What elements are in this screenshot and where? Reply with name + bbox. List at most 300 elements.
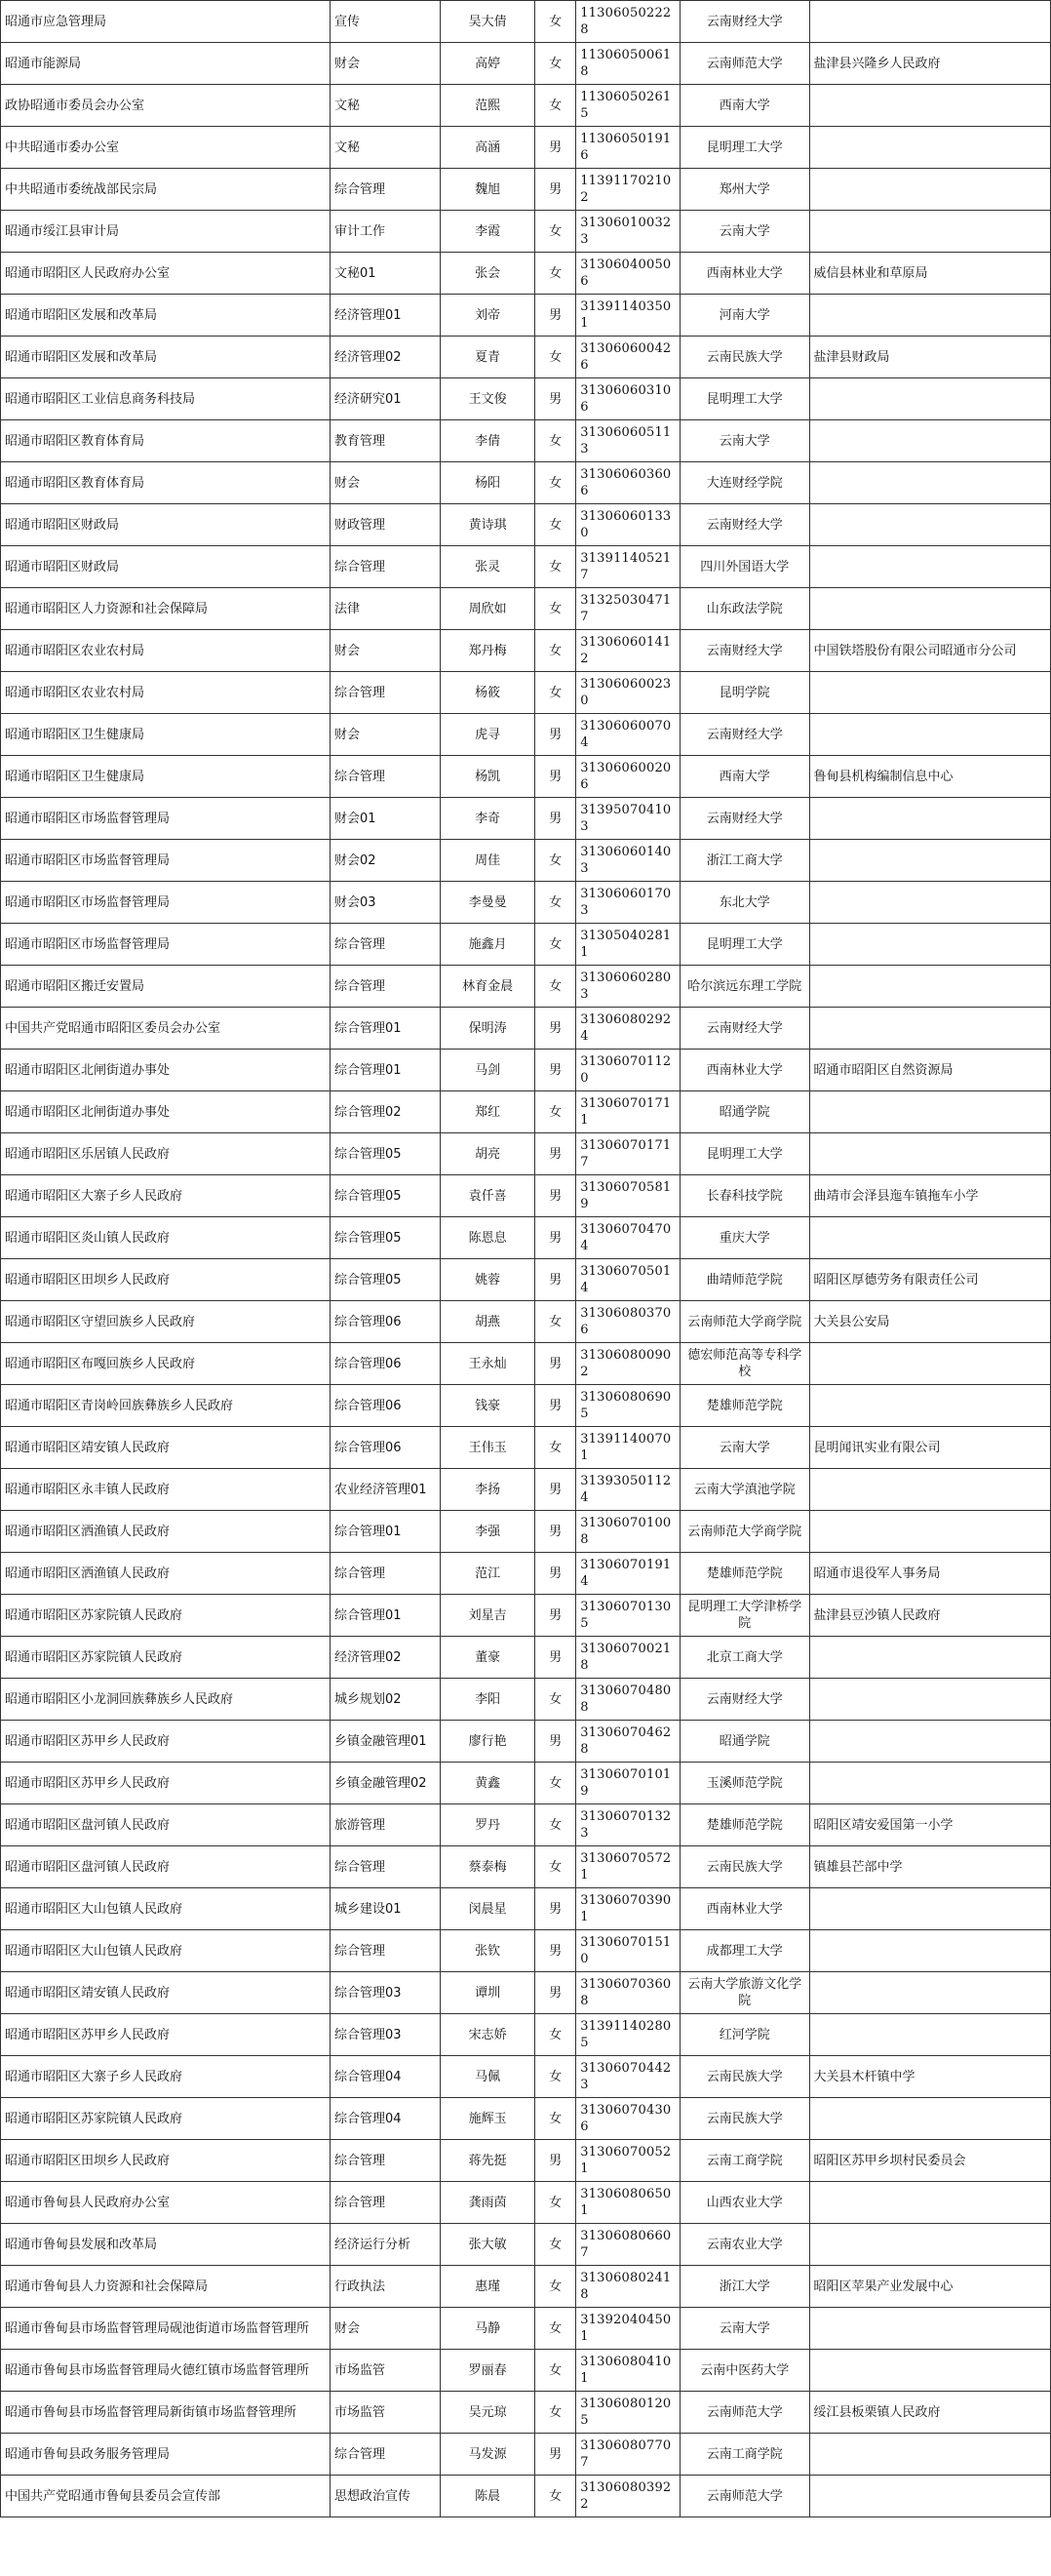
- unit-cell: 昭通市昭阳区青岗岭回族彝族乡人民政府: [1, 1385, 331, 1427]
- gender-cell: 男: [535, 1930, 576, 1972]
- table-row: [1, 1133, 1051, 1175]
- gender-cell: 女: [535, 1763, 576, 1804]
- position-cell: 综合管理01: [330, 1511, 440, 1553]
- exam-id-cell: 113060501916: [576, 127, 681, 169]
- exam-id-cell: 313060705721: [576, 1846, 681, 1888]
- gender-cell: 女: [535, 1846, 576, 1888]
- unit-cell: 昭通市昭阳区守望回族乡人民政府: [1, 1301, 331, 1343]
- table-row: [1, 1930, 1051, 1972]
- name-cell: 郑红: [441, 1091, 535, 1133]
- school-cell: 西南大学: [680, 85, 809, 127]
- position-cell: 综合管理06: [330, 1385, 440, 1427]
- exam-id-cell: 313060603606: [576, 462, 681, 504]
- school-cell: 重庆大学: [680, 1217, 809, 1259]
- position-cell: 经济管理01: [330, 295, 440, 337]
- exam-id-cell: 313920404501: [576, 2308, 681, 2350]
- table-row: [1, 1, 1051, 43]
- table-row: [1, 420, 1051, 462]
- school-cell: 云南财经大学: [680, 1, 809, 43]
- name-cell: 马发源: [441, 2434, 535, 2476]
- exam-id-cell: 313911400701: [576, 1427, 681, 1469]
- school-cell: 云南财经大学: [680, 630, 809, 672]
- unit-cell: 昭通市昭阳区靖安镇人民政府: [1, 1427, 331, 1469]
- position-cell: 综合管理: [330, 1553, 440, 1595]
- name-cell: 张灵: [441, 546, 535, 588]
- gender-cell: 女: [535, 504, 576, 546]
- exam-id-cell: 313060800902: [576, 1343, 681, 1385]
- school-cell: 昆明学院: [680, 672, 809, 714]
- exam-id-cell: 113911702102: [576, 169, 681, 211]
- unit-cell: 昭通市昭阳区洒渔镇人民政府: [1, 1553, 331, 1595]
- position-cell: 财会: [330, 714, 440, 756]
- position-cell: 综合管理03: [330, 2014, 440, 2056]
- table-row: [1, 1427, 1051, 1469]
- exam-id-cell: 313060700521: [576, 2140, 681, 2182]
- work-unit-cell: [809, 2350, 1050, 2392]
- unit-cell: 昭通市昭阳区田坝乡人民政府: [1, 1259, 331, 1301]
- position-cell: 财会01: [330, 798, 440, 840]
- school-cell: 云南大学: [680, 2308, 809, 2350]
- gender-cell: 女: [535, 2182, 576, 2224]
- gender-cell: 男: [535, 1721, 576, 1763]
- work-unit-cell: [809, 1972, 1050, 2014]
- table-row: [1, 1553, 1051, 1595]
- unit-cell: 昭通市昭阳区北闸街道办事处: [1, 1050, 331, 1091]
- unit-cell: 昭通市昭阳区盘河镇人民政府: [1, 1846, 331, 1888]
- school-cell: 云南民族大学: [680, 337, 809, 378]
- gender-cell: 女: [535, 2308, 576, 2350]
- exam-id-cell: 313060704306: [576, 2098, 681, 2140]
- work-unit-cell: [809, 1679, 1050, 1721]
- table-row: [1, 1637, 1051, 1679]
- work-unit-cell: 盐津县豆沙镇人民政府: [809, 1595, 1050, 1637]
- exam-id-cell: 313060705014: [576, 1259, 681, 1301]
- unit-cell: 昭通市鲁甸县人民政府办公室: [1, 2182, 331, 2224]
- table-row: [1, 1972, 1051, 2014]
- exam-id-cell: 313060804101: [576, 2350, 681, 2392]
- position-cell: 思想政治宣传: [330, 2476, 440, 2517]
- table-row: [1, 2098, 1051, 2140]
- position-cell: 财会: [330, 462, 440, 504]
- name-cell: 杨阳: [441, 462, 535, 504]
- name-cell: 张钦: [441, 1930, 535, 1972]
- work-unit-cell: [809, 882, 1050, 924]
- unit-cell: 昭通市鲁甸县市场监督管理局砚池街道市场监督管理所: [1, 2308, 331, 2350]
- table-row: [1, 2056, 1051, 2098]
- work-unit-cell: 盐津县兴隆乡人民政府: [809, 43, 1050, 85]
- name-cell: 林育金晨: [441, 966, 535, 1008]
- position-cell: 综合管理: [330, 1846, 440, 1888]
- position-cell: 经济管理02: [330, 337, 440, 378]
- school-cell: 云南工商学院: [680, 2140, 809, 2182]
- exam-id-cell: 313060807707: [576, 2434, 681, 2476]
- school-cell: 云南财经大学: [680, 1679, 809, 1721]
- exam-id-cell: 313060605113: [576, 420, 681, 462]
- table-row: [1, 756, 1051, 798]
- school-cell: 昆明理工大学: [680, 924, 809, 966]
- exam-id-cell: 313060701120: [576, 1050, 681, 1091]
- position-cell: 文秘: [330, 127, 440, 169]
- school-cell: 云南大学旅游文化学院: [680, 1972, 809, 2014]
- unit-cell: 昭通市昭阳区发展和改革局: [1, 295, 331, 337]
- exam-id-cell: 313911403501: [576, 295, 681, 337]
- gender-cell: 女: [535, 924, 576, 966]
- gender-cell: 女: [535, 337, 576, 378]
- table-row: [1, 127, 1051, 169]
- name-cell: 陈恩息: [441, 1217, 535, 1259]
- name-cell: 李倩: [441, 420, 535, 462]
- unit-cell: 昭通市鲁甸县市场监督管理局火德红镇市场监督管理所: [1, 2350, 331, 2392]
- position-cell: 综合管理: [330, 2182, 440, 2224]
- name-cell: 王伟玉: [441, 1427, 535, 1469]
- name-cell: 袁仟喜: [441, 1175, 535, 1217]
- unit-cell: 昭通市昭阳区市场监督管理局: [1, 798, 331, 840]
- position-cell: 文秘: [330, 85, 440, 127]
- school-cell: 北京工商大学: [680, 1637, 809, 1679]
- gender-cell: 男: [535, 1637, 576, 1679]
- position-cell: 综合管理: [330, 546, 440, 588]
- unit-cell: 昭通市鲁甸县人力资源和社会保障局: [1, 2266, 331, 2308]
- gender-cell: 男: [535, 714, 576, 756]
- position-cell: 财会: [330, 630, 440, 672]
- exam-id-cell: 313060400506: [576, 253, 681, 295]
- table-row: [1, 2266, 1051, 2308]
- table-row: [1, 2308, 1051, 2350]
- exam-id-cell: 313060701323: [576, 1804, 681, 1846]
- name-cell: 杨筱: [441, 672, 535, 714]
- exam-id-cell: 313950704103: [576, 798, 681, 840]
- school-cell: 山西农业大学: [680, 2182, 809, 2224]
- gender-cell: 女: [535, 840, 576, 882]
- name-cell: 闵晨星: [441, 1888, 535, 1930]
- school-cell: 昭通学院: [680, 1721, 809, 1763]
- school-cell: 东北大学: [680, 882, 809, 924]
- gender-cell: 女: [535, 1, 576, 43]
- unit-cell: 昭通市昭阳区大山包镇人民政府: [1, 1888, 331, 1930]
- name-cell: 施鑫月: [441, 924, 535, 966]
- exam-id-cell: 313060704704: [576, 1217, 681, 1259]
- work-unit-cell: [809, 1511, 1050, 1553]
- work-unit-cell: [809, 966, 1050, 1008]
- work-unit-cell: [809, 2308, 1050, 2350]
- gender-cell: 女: [535, 588, 576, 630]
- work-unit-cell: 镇雄县芒部中学: [809, 1846, 1050, 1888]
- exam-id-cell: 313060601703: [576, 882, 681, 924]
- name-cell: 周佳: [441, 840, 535, 882]
- table-row: [1, 1301, 1051, 1343]
- work-unit-cell: [809, 1763, 1050, 1804]
- position-cell: 乡镇金融管理02: [330, 1763, 440, 1804]
- unit-cell: 昭通市昭阳区靖安镇人民政府: [1, 1972, 331, 2014]
- work-unit-cell: [809, 1133, 1050, 1175]
- position-cell: 综合管理04: [330, 2056, 440, 2098]
- work-unit-cell: [809, 1385, 1050, 1427]
- exam-id-cell: 313060701711: [576, 1091, 681, 1133]
- position-cell: 综合管理01: [330, 1008, 440, 1050]
- school-cell: 云南大学: [680, 211, 809, 253]
- unit-cell: 昭通市昭阳区卫生健康局: [1, 714, 331, 756]
- exam-id-cell: 313060704808: [576, 1679, 681, 1721]
- table-row: [1, 1050, 1051, 1091]
- table-row: [1, 1763, 1051, 1804]
- gender-cell: 女: [535, 2098, 576, 2140]
- work-unit-cell: [809, 1343, 1050, 1385]
- position-cell: 综合管理05: [330, 1175, 440, 1217]
- gender-cell: 女: [535, 2014, 576, 2056]
- school-cell: 云南中医药大学: [680, 2350, 809, 2392]
- unit-cell: 昭通市昭阳区苏家院镇人民政府: [1, 1637, 331, 1679]
- work-unit-cell: 盐津县财政局: [809, 337, 1050, 378]
- exam-id-cell: 313060600230: [576, 672, 681, 714]
- name-cell: 宋志娇: [441, 2014, 535, 2056]
- school-cell: 玉溪师范学院: [680, 1763, 809, 1804]
- exam-id-cell: 313060703901: [576, 1888, 681, 1930]
- exam-id-cell: 313060100323: [576, 211, 681, 253]
- gender-cell: 女: [535, 462, 576, 504]
- position-cell: 综合管理06: [330, 1343, 440, 1385]
- name-cell: 李扬: [441, 1469, 535, 1511]
- exam-id-cell: 313060802924: [576, 1008, 681, 1050]
- school-cell: 长春科技学院: [680, 1175, 809, 1217]
- exam-id-cell: 313911405217: [576, 546, 681, 588]
- gender-cell: 女: [535, 2056, 576, 2098]
- gender-cell: 男: [535, 1511, 576, 1553]
- work-unit-cell: 曲靖市会泽县迤车镇拖车小学: [809, 1175, 1050, 1217]
- position-cell: 市场监管: [330, 2392, 440, 2434]
- exam-id-cell: 313060704628: [576, 1721, 681, 1763]
- school-cell: 西南林业大学: [680, 1888, 809, 1930]
- position-cell: 城乡建设01: [330, 1888, 440, 1930]
- school-cell: 浙江工商大学: [680, 840, 809, 882]
- gender-cell: 女: [535, 211, 576, 253]
- gender-cell: 男: [535, 1259, 576, 1301]
- name-cell: 保明涛: [441, 1008, 535, 1050]
- work-unit-cell: 大关县木杆镇中学: [809, 2056, 1050, 2098]
- name-cell: 高婷: [441, 43, 535, 85]
- work-unit-cell: [809, 1008, 1050, 1050]
- table-row: [1, 295, 1051, 337]
- work-unit-cell: 昭阳区靖安爱国第一小学: [809, 1804, 1050, 1846]
- name-cell: 胡亮: [441, 1133, 535, 1175]
- table-row: [1, 1511, 1051, 1553]
- gender-cell: 女: [535, 966, 576, 1008]
- name-cell: 张大敏: [441, 2224, 535, 2266]
- position-cell: 综合管理: [330, 672, 440, 714]
- table-row: [1, 43, 1051, 85]
- gender-cell: 女: [535, 672, 576, 714]
- exam-id-cell: 313060600426: [576, 337, 681, 378]
- exam-id-cell: 313060601403: [576, 840, 681, 882]
- position-cell: 行政执法: [330, 2266, 440, 2308]
- unit-cell: 昭通市鲁甸县市场监督管理局新街镇市场监督管理所: [1, 2392, 331, 2434]
- name-cell: 张会: [441, 253, 535, 295]
- work-unit-cell: [809, 1721, 1050, 1763]
- work-unit-cell: 昭阳区苹果产业发展中心: [809, 2266, 1050, 2308]
- school-cell: 云南民族大学: [680, 2056, 809, 2098]
- name-cell: 刘星吉: [441, 1595, 535, 1637]
- school-cell: 河南大学: [680, 295, 809, 337]
- gender-cell: 男: [535, 1050, 576, 1091]
- work-unit-cell: [809, 546, 1050, 588]
- exam-id-cell: 313060705819: [576, 1175, 681, 1217]
- unit-cell: 昭通市昭阳区教育体育局: [1, 462, 331, 504]
- position-cell: 市场监管: [330, 2350, 440, 2392]
- name-cell: 虎寻: [441, 714, 535, 756]
- name-cell: 范熙: [441, 85, 535, 127]
- name-cell: 黄诗琪: [441, 504, 535, 546]
- gender-cell: 男: [535, 127, 576, 169]
- name-cell: 罗丹: [441, 1804, 535, 1846]
- work-unit-cell: 昭通市昭阳区自然资源局: [809, 1050, 1050, 1091]
- school-cell: 曲靖师范学院: [680, 1259, 809, 1301]
- unit-cell: 昭通市昭阳区大寨子乡人民政府: [1, 1175, 331, 1217]
- position-cell: 财会: [330, 43, 440, 85]
- school-cell: 德宏师范高等专科学校: [680, 1343, 809, 1385]
- unit-cell: 昭通市昭阳区卫生健康局: [1, 756, 331, 798]
- name-cell: 李奇: [441, 798, 535, 840]
- table-row: [1, 1091, 1051, 1133]
- gender-cell: 男: [535, 378, 576, 420]
- work-unit-cell: [809, 504, 1050, 546]
- work-unit-cell: [809, 798, 1050, 840]
- unit-cell: 政协昭通市委员会办公室: [1, 85, 331, 127]
- work-unit-cell: [809, 588, 1050, 630]
- school-cell: 云南师范大学: [680, 2476, 809, 2517]
- gender-cell: 女: [535, 1804, 576, 1846]
- position-cell: 综合管理: [330, 1930, 440, 1972]
- exam-id-cell: 313060806501: [576, 2182, 681, 2224]
- unit-cell: 昭通市昭阳区苏甲乡人民政府: [1, 1721, 331, 1763]
- position-cell: 审计工作: [330, 211, 440, 253]
- table-row: [1, 588, 1051, 630]
- work-unit-cell: [809, 295, 1050, 337]
- table-row: [1, 2224, 1051, 2266]
- exam-id-cell: 113060502228: [576, 1, 681, 43]
- name-cell: 马静: [441, 2308, 535, 2350]
- gender-cell: 男: [535, 2434, 576, 2476]
- school-cell: 云南财经大学: [680, 1008, 809, 1050]
- name-cell: 胡燕: [441, 1301, 535, 1343]
- name-cell: 高涵: [441, 127, 535, 169]
- name-cell: 魏旭: [441, 169, 535, 211]
- unit-cell: 昭通市昭阳区乐居镇人民政府: [1, 1133, 331, 1175]
- position-cell: 综合管理04: [330, 2098, 440, 2140]
- table-row: [1, 1217, 1051, 1259]
- table-row: [1, 840, 1051, 882]
- gender-cell: 男: [535, 1385, 576, 1427]
- work-unit-cell: 昭阳区厚德劳务有限责任公司: [809, 1259, 1050, 1301]
- work-unit-cell: [809, 378, 1050, 420]
- exam-id-cell: 313060806905: [576, 1385, 681, 1427]
- unit-cell: 昭通市昭阳区苏甲乡人民政府: [1, 2014, 331, 2056]
- unit-cell: 昭通市昭阳区炎山镇人民政府: [1, 1217, 331, 1259]
- position-cell: 综合管理02: [330, 1091, 440, 1133]
- name-cell: 刘帝: [441, 295, 535, 337]
- unit-cell: 昭通市昭阳区苏家院镇人民政府: [1, 1595, 331, 1637]
- gender-cell: 男: [535, 1553, 576, 1595]
- gender-cell: 男: [535, 1595, 576, 1637]
- gender-cell: 男: [535, 169, 576, 211]
- school-cell: 成都理工大学: [680, 1930, 809, 1972]
- name-cell: 吴元琼: [441, 2392, 535, 2434]
- work-unit-cell: [809, 672, 1050, 714]
- exam-id-cell: 313060703608: [576, 1972, 681, 2014]
- school-cell: 云南工商学院: [680, 2434, 809, 2476]
- table-row: [1, 1721, 1051, 1763]
- exam-id-cell: 313060802418: [576, 2266, 681, 2308]
- exam-id-cell: 313911402805: [576, 2014, 681, 2056]
- gender-cell: 女: [535, 253, 576, 295]
- unit-cell: 昭通市昭阳区发展和改革局: [1, 337, 331, 378]
- table-row: [1, 2434, 1051, 2476]
- name-cell: 郑丹梅: [441, 630, 535, 672]
- position-cell: 综合管理05: [330, 1259, 440, 1301]
- school-cell: 云南大学: [680, 420, 809, 462]
- table-row: [1, 1385, 1051, 1427]
- unit-cell: 昭通市昭阳区市场监督管理局: [1, 840, 331, 882]
- unit-cell: 昭通市昭阳区盘河镇人民政府: [1, 1804, 331, 1846]
- exam-id-cell: 313060700218: [576, 1637, 681, 1679]
- work-unit-cell: [809, 1469, 1050, 1511]
- gender-cell: 女: [535, 2476, 576, 2517]
- gender-cell: 女: [535, 420, 576, 462]
- work-unit-cell: 昭通市退役军人事务局: [809, 1553, 1050, 1595]
- name-cell: 吴大倩: [441, 1, 535, 43]
- work-unit-cell: [809, 924, 1050, 966]
- name-cell: 蒋先挺: [441, 2140, 535, 2182]
- gender-cell: 男: [535, 798, 576, 840]
- unit-cell: 昭通市昭阳区大山包镇人民政府: [1, 1930, 331, 1972]
- position-cell: 文秘01: [330, 253, 440, 295]
- unit-cell: 昭通市昭阳区市场监督管理局: [1, 882, 331, 924]
- gender-cell: 女: [535, 1427, 576, 1469]
- name-cell: 谭圳: [441, 1972, 535, 2014]
- position-cell: 农业经济管理01: [330, 1469, 440, 1511]
- table-row: [1, 378, 1051, 420]
- position-cell: 教育管理: [330, 420, 440, 462]
- exam-id-cell: 313060701019: [576, 1763, 681, 1804]
- unit-cell: 昭通市昭阳区永丰镇人民政府: [1, 1469, 331, 1511]
- gender-cell: 女: [535, 85, 576, 127]
- school-cell: 山东政法学院: [680, 588, 809, 630]
- unit-cell: 昭通市昭阳区教育体育局: [1, 420, 331, 462]
- work-unit-cell: [809, 85, 1050, 127]
- gender-cell: 男: [535, 1175, 576, 1217]
- table-row: [1, 546, 1051, 588]
- school-cell: 云南民族大学: [680, 2098, 809, 2140]
- table-row: [1, 1259, 1051, 1301]
- table-row: [1, 1888, 1051, 1930]
- name-cell: 周欣如: [441, 588, 535, 630]
- school-cell: 云南农业大学: [680, 2224, 809, 2266]
- name-cell: 杨凯: [441, 756, 535, 798]
- unit-cell: 昭通市昭阳区人民政府办公室: [1, 253, 331, 295]
- gender-cell: 男: [535, 295, 576, 337]
- exam-id-cell: 313050402811: [576, 924, 681, 966]
- unit-cell: 昭通市昭阳区农业农村局: [1, 672, 331, 714]
- table-row: [1, 882, 1051, 924]
- school-cell: 云南财经大学: [680, 798, 809, 840]
- school-cell: 昆明理工大学: [680, 1133, 809, 1175]
- work-unit-cell: 威信县林业和草原局: [809, 253, 1050, 295]
- name-cell: 姚蓉: [441, 1259, 535, 1301]
- unit-cell: 昭通市昭阳区苏甲乡人民政府: [1, 1763, 331, 1804]
- table-row: [1, 1008, 1051, 1050]
- exam-id-cell: 313060602803: [576, 966, 681, 1008]
- work-unit-cell: 中国铁塔股份有限公司昭通市分公司: [809, 630, 1050, 672]
- table-row: [1, 2014, 1051, 2056]
- gender-cell: 女: [535, 882, 576, 924]
